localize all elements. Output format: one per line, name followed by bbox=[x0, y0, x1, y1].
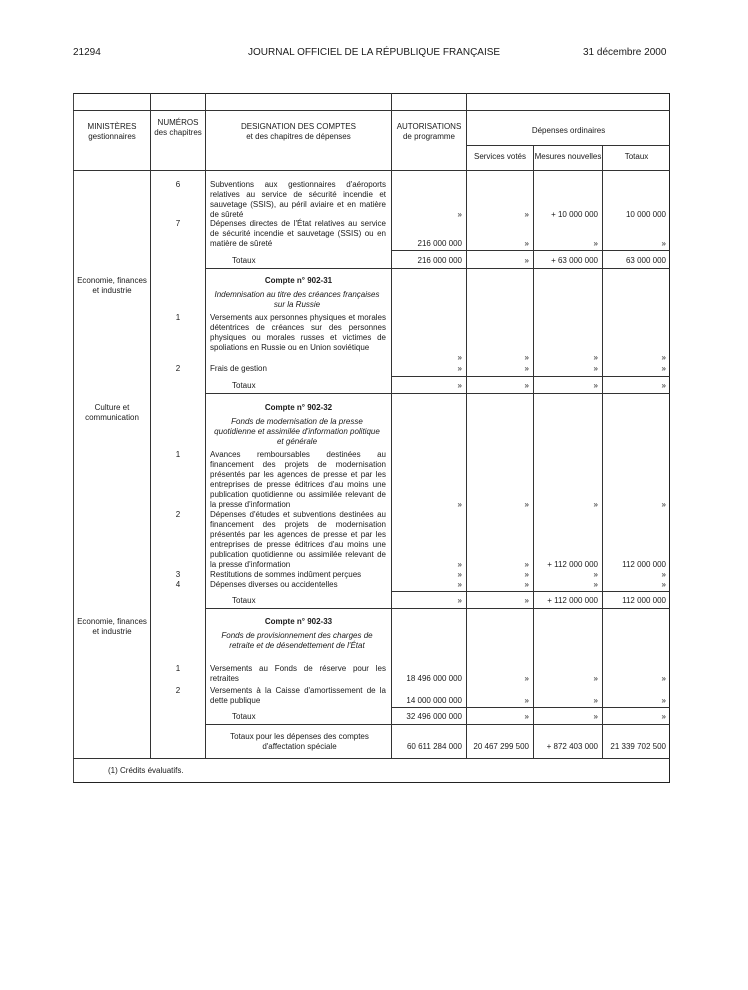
column-header-ministeres: MINISTÈRES gestionnaires bbox=[87, 122, 137, 141]
totaux-value: » bbox=[661, 500, 666, 509]
mesures-nouvelles-total: » bbox=[593, 712, 598, 721]
column-rule bbox=[466, 93, 467, 758]
compte-subtitle: Fonds de provisionnement des charges de retraite et de désendettement de l'État bbox=[221, 631, 373, 650]
totaux-value: » bbox=[661, 674, 666, 683]
block-rule bbox=[205, 608, 670, 609]
grand-total-autorisations: 60 611 284 000 bbox=[406, 742, 462, 751]
mesures-nouvelles-value: » bbox=[593, 239, 598, 248]
header-rule bbox=[466, 170, 670, 171]
autorisations-value: » bbox=[457, 570, 462, 579]
ministere-label: Economie, finances et industrie bbox=[77, 276, 147, 295]
mesures-nouvelles-total: + 63 000 000 bbox=[551, 256, 598, 265]
autorisations-value: » bbox=[457, 560, 462, 569]
mesures-nouvelles-value: + 112 000 000 bbox=[547, 560, 598, 569]
totaux-value: » bbox=[661, 580, 666, 589]
autorisations-value: » bbox=[457, 210, 462, 219]
subtotal-rule bbox=[392, 591, 670, 592]
journal-title: JOURNAL OFFICIEL DE LA RÉPUBLIQUE FRANÇAISE bbox=[248, 47, 501, 58]
subtotal-label: Totaux bbox=[232, 381, 256, 390]
header-rule bbox=[73, 110, 670, 111]
services-votes-value: » bbox=[524, 580, 529, 589]
autorisations-value: » bbox=[457, 580, 462, 589]
totaux-total: 112 000 000 bbox=[622, 596, 666, 605]
mesures-nouvelles-value: » bbox=[593, 674, 598, 683]
mesures-nouvelles-total: + 112 000 000 bbox=[547, 596, 598, 605]
ministere-label: Economie, finances et industrie bbox=[77, 617, 147, 636]
ministere-label: Culture et communication bbox=[85, 403, 139, 422]
column-header-mesures-nouvelles: Mesures nouvelles bbox=[534, 152, 602, 161]
header-rule bbox=[73, 170, 466, 171]
grand-total-label: Totaux pour les dépenses des comptes d'affectation spéciale bbox=[230, 732, 369, 751]
column-rule bbox=[205, 93, 206, 758]
mesures-nouvelles-value: » bbox=[593, 570, 598, 579]
chapter-label: Dépenses d'études et subventions destinées au financement des projets de modernisation présentés par les agences de presse et par les entreprises de presse éditrices d'au moins une publication quotidienne ou assimilée relevant de la presse d'information bbox=[210, 510, 386, 569]
totaux-value: » bbox=[661, 570, 666, 579]
chapter-number: 2 bbox=[175, 364, 181, 373]
totaux-value: » bbox=[661, 353, 666, 362]
grand-total-services-votes: 20 467 299 500 bbox=[473, 742, 529, 751]
grand-total-totaux: 21 339 702 500 bbox=[610, 742, 666, 751]
autorisations-value: » bbox=[457, 353, 462, 362]
chapter-label: Dépenses diverses ou accidentelles bbox=[210, 580, 338, 589]
mesures-nouvelles-value: » bbox=[593, 353, 598, 362]
column-header-autorisations-sub: de programme bbox=[402, 132, 456, 141]
autorisations-total: 32 496 000 000 bbox=[406, 712, 462, 721]
services-votes-value: » bbox=[524, 500, 529, 509]
column-header-totaux: Totaux bbox=[624, 152, 649, 161]
services-votes-value: » bbox=[524, 210, 529, 219]
autorisations-value: » bbox=[457, 364, 462, 373]
autorisations-total: » bbox=[457, 596, 462, 605]
services-votes-total: » bbox=[524, 596, 529, 605]
chapter-label: Subventions aux gestionnaires d'aéroports relatives au service de sécurité incendie et sauvetage (SSIS), au péril aviaire et en matière de sûreté bbox=[210, 180, 386, 219]
grand-total-mesures-nouvelles: + 872 403 000 bbox=[546, 742, 598, 751]
publication-date: 31 décembre 2000 bbox=[583, 47, 667, 58]
compte-title: Compte n° 902-32 bbox=[264, 403, 333, 412]
totaux-total: » bbox=[661, 712, 666, 721]
mesures-nouvelles-value: + 10 000 000 bbox=[551, 210, 598, 219]
block-rule bbox=[205, 268, 670, 269]
chapter-number: 4 bbox=[175, 580, 181, 589]
subtotal-label: Totaux bbox=[232, 712, 256, 721]
totaux-value: 112 000 000 bbox=[622, 560, 666, 569]
chapter-label: Versements aux personnes physiques et morales détentrices de créances sur des personnes physiques ou morales russes et victimes de spoliations en Russie ou en Union soviétique bbox=[210, 313, 386, 352]
column-header-autorisations: AUTORISATIONS bbox=[396, 122, 462, 131]
chapter-label: Avances remboursables destinées au financement des projets de modernisation présentés par les agences de presse et par les entreprises de presse éditrices d'au moins une publication quotidienne ou assimilée relevant de la presse d'information bbox=[210, 450, 386, 509]
compte-subtitle: Fonds de modernisation de la presse quotidienne et assimilée d'information politique et générale bbox=[214, 417, 380, 446]
services-votes-value: » bbox=[524, 696, 529, 705]
mesures-nouvelles-value: » bbox=[593, 696, 598, 705]
compte-title: Compte n° 902-31 bbox=[264, 276, 333, 285]
mesures-nouvelles-value: » bbox=[593, 500, 598, 509]
autorisations-value: » bbox=[457, 500, 462, 509]
chapter-number: 2 bbox=[175, 510, 181, 519]
subtotal-rule bbox=[392, 250, 670, 251]
column-header-services-votes: Services votés bbox=[473, 152, 527, 161]
column-header-designation: DESIGNATION DES COMPTES bbox=[241, 122, 356, 131]
services-votes-value: » bbox=[524, 353, 529, 362]
totaux-value: 10 000 000 bbox=[625, 210, 666, 219]
subtotal-label: Totaux bbox=[232, 256, 256, 265]
block-rule bbox=[205, 393, 670, 394]
chapter-number: 3 bbox=[175, 570, 181, 579]
mesures-nouvelles-value: » bbox=[593, 364, 598, 373]
chapter-number: 2 bbox=[175, 686, 181, 695]
chapter-label: Frais de gestion bbox=[210, 364, 267, 373]
mesures-nouvelles-total: » bbox=[593, 381, 598, 390]
chapter-number: 1 bbox=[175, 664, 181, 673]
services-votes-value: » bbox=[524, 364, 529, 373]
column-rule bbox=[602, 145, 603, 758]
autorisations-value: 18 496 000 000 bbox=[406, 674, 462, 683]
chapter-label: Restitutions de sommes indûment perçues bbox=[210, 570, 362, 579]
mesures-nouvelles-value: » bbox=[593, 580, 598, 589]
chapter-label: Versements à la Caisse d'amortissement de la dette publique bbox=[210, 686, 386, 705]
column-header-designation-sub: et des chapitres de dépenses bbox=[246, 132, 351, 141]
header-rule bbox=[466, 145, 670, 146]
totaux-total: 63 000 000 bbox=[625, 256, 666, 265]
compte-subtitle: Indemnisation au titre des créances françaises sur la Russie bbox=[214, 290, 380, 309]
block-rule bbox=[205, 724, 670, 725]
totaux-total: » bbox=[661, 381, 666, 390]
column-rule bbox=[533, 145, 534, 758]
compte-title: Compte n° 902-33 bbox=[264, 617, 333, 626]
chapter-number: 7 bbox=[175, 219, 181, 228]
column-rule bbox=[391, 93, 392, 758]
services-votes-total: » bbox=[524, 381, 529, 390]
autorisations-total: » bbox=[457, 381, 462, 390]
services-votes-value: » bbox=[524, 674, 529, 683]
column-header-numeros: NUMÉROS des chapitres bbox=[154, 118, 202, 137]
autorisations-total: 216 000 000 bbox=[417, 256, 462, 265]
services-votes-value: » bbox=[524, 560, 529, 569]
chapter-number: 1 bbox=[175, 313, 181, 322]
footer-rule bbox=[73, 758, 670, 759]
totaux-value: » bbox=[661, 239, 666, 248]
subtotal-label: Totaux bbox=[232, 596, 256, 605]
services-votes-total: » bbox=[524, 712, 529, 721]
chapter-number: 6 bbox=[175, 180, 181, 189]
subtotal-rule bbox=[392, 376, 670, 377]
autorisations-value: 14 000 000 000 bbox=[406, 696, 462, 705]
column-rule bbox=[150, 93, 151, 758]
column-header-depenses-ordinaires: Dépenses ordinaires bbox=[531, 126, 606, 135]
services-votes-total: » bbox=[524, 256, 529, 265]
autorisations-value: 216 000 000 bbox=[417, 239, 462, 248]
services-votes-value: » bbox=[524, 570, 529, 579]
subtotal-rule bbox=[392, 707, 670, 708]
chapter-label: Versements au Fonds de réserve pour les retraites bbox=[210, 664, 386, 683]
totaux-value: » bbox=[661, 696, 666, 705]
chapter-label: Dépenses directes de l'État relatives au service de sécurité incendie et sauvetage (SSIS) ou en matière de sûreté bbox=[210, 219, 386, 248]
page-number: 21294 bbox=[73, 47, 101, 58]
footnote: (1) Crédits évaluatifs. bbox=[108, 766, 184, 775]
services-votes-value: » bbox=[524, 239, 529, 248]
totaux-value: » bbox=[661, 364, 666, 373]
chapter-number: 1 bbox=[175, 450, 181, 459]
